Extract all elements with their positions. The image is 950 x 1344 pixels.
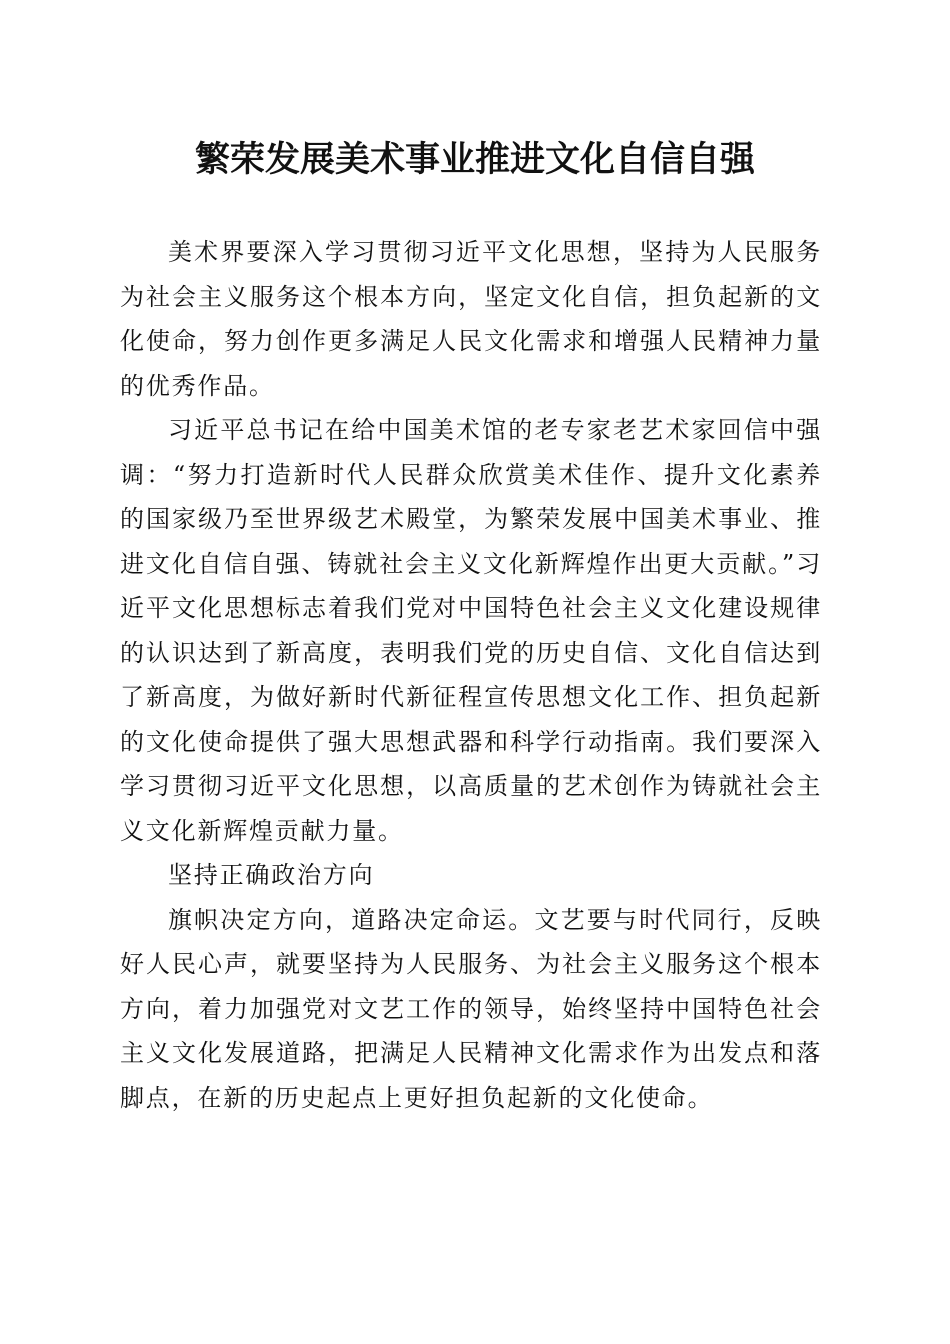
paragraph-quote: 习近平总书记在给中国美术馆的老专家老艺术家回信中强调：“努力打造新时代人民群众欣赏美术佳作、提升文化素养的国家级乃至世界级艺术殿堂，为繁荣发展中国美术事业、推进文化自信自强、铸就社会主义文化新辉煌作出更大贡献。”习近平文化思想标志着我们党对中国特色社会主义文化建设规律的认识达到了新高度，表明我们党的历史自信、文化自信达到了新高度，为做好新时代新征程宣传思想文化工作、担负起新的文化使命提供了强大思想武器和科学行动指南。我们要深入学习贯彻习近平文化思想，以高质量的艺术创作为铸就社会主义文化新辉煌贡献力量。	[120, 416, 822, 845]
document-title: 繁荣发展美术事业推进文化自信自强	[194, 139, 755, 180]
document-body	[120, 230, 822, 1120]
section-heading: 坚持正确政治方向	[168, 861, 375, 889]
paragraph-direction: 旗帜决定方向，道路决定命运。文艺要与时代同行，反映好人民心声，就要坚持为人民服务、为社会主义服务这个根本方向，着力加强党对文艺工作的领导，始终坚持中国特色社会主义文化发展道路，把满足人民精神文化需求作为出发点和落脚点，在新的历史起点上更好担负起新的文化使命。	[120, 905, 822, 1112]
paragraph-intro: 美术界要深入学习贯彻习近平文化思想，坚持为人民服务为社会主义服务这个根本方向，坚定文化自信，担负起新的文化使命，努力创作更多满足人民文化需求和增强人民精神力量的优秀作品。	[120, 238, 822, 400]
